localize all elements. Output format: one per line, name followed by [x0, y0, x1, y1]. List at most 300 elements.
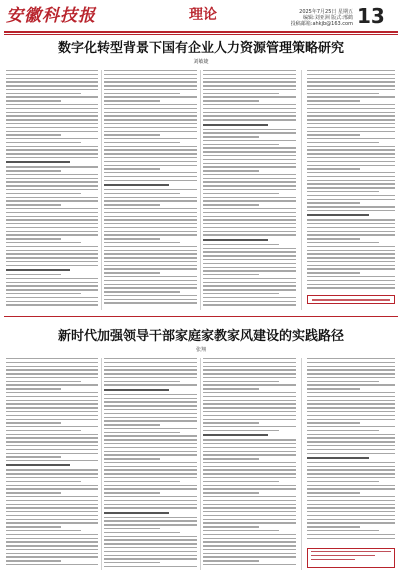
text-line — [6, 507, 98, 508]
text-line — [203, 507, 296, 508]
text-line — [203, 100, 259, 101]
text-line — [307, 411, 395, 412]
text-line — [307, 242, 379, 243]
text-line — [307, 280, 395, 281]
text-line — [307, 168, 360, 169]
column-divider — [200, 358, 201, 570]
article-2-column-4 — [307, 358, 395, 541]
text-line — [307, 488, 395, 489]
text-line — [104, 70, 197, 71]
column-divider — [200, 70, 201, 310]
text-line — [104, 115, 197, 116]
text-line — [6, 492, 61, 493]
text-line — [6, 138, 98, 139]
text-line — [203, 78, 296, 79]
text-line — [307, 127, 395, 128]
text-line — [6, 369, 98, 370]
text-line — [307, 522, 395, 523]
text-line — [104, 280, 197, 281]
text-line — [203, 492, 259, 493]
text-line — [203, 85, 296, 86]
text-line — [203, 560, 259, 561]
text-line — [6, 197, 98, 198]
text-line — [307, 362, 395, 363]
text-line — [6, 437, 98, 438]
text-line — [307, 449, 395, 450]
text-line — [6, 89, 98, 90]
text-line — [104, 284, 197, 285]
text-line — [203, 415, 296, 416]
text-line — [104, 219, 197, 220]
text-line — [104, 477, 197, 478]
text-line — [307, 202, 360, 203]
column-divider — [301, 70, 302, 310]
text-line — [104, 238, 160, 239]
text-line — [104, 265, 197, 266]
text-line — [203, 223, 296, 224]
text-line — [307, 265, 395, 266]
text-line — [6, 530, 81, 531]
text-line — [104, 409, 197, 410]
text-line — [104, 547, 197, 548]
text-line — [6, 304, 98, 305]
article-2-column-1 — [6, 358, 98, 568]
text-line — [203, 267, 296, 268]
text-line — [307, 187, 395, 188]
text-line — [203, 422, 259, 423]
text-line — [203, 185, 296, 186]
text-line — [6, 400, 98, 401]
text-line — [6, 261, 98, 262]
text-line — [6, 545, 98, 546]
text-line — [104, 104, 197, 105]
text-line — [307, 246, 395, 247]
text-line — [104, 504, 197, 505]
text-line — [203, 496, 296, 497]
text-line — [307, 426, 395, 427]
text-line — [6, 93, 81, 94]
text-line — [307, 392, 395, 393]
text-line — [6, 396, 98, 397]
text-line — [104, 81, 197, 82]
section-subheading — [203, 434, 268, 436]
text-line — [203, 285, 296, 286]
text-line — [6, 430, 81, 431]
text-line — [104, 138, 197, 139]
text-line — [104, 394, 197, 395]
text-line — [104, 381, 180, 382]
text-line — [203, 381, 279, 382]
text-line — [203, 274, 259, 275]
text-line — [6, 460, 98, 461]
text-line — [203, 129, 296, 130]
text-line — [104, 413, 197, 414]
text-line — [203, 564, 296, 565]
text-line — [307, 453, 395, 454]
text-line — [203, 388, 259, 389]
text-line — [203, 227, 296, 228]
text-line — [307, 519, 395, 520]
text-line — [104, 89, 197, 90]
text-line — [6, 422, 61, 423]
text-line — [104, 469, 197, 470]
text-line — [307, 477, 395, 478]
text-line — [104, 100, 160, 101]
text-line — [307, 500, 395, 501]
text-line — [203, 304, 296, 305]
text-line — [203, 74, 296, 75]
text-line — [6, 134, 61, 135]
text-line — [203, 297, 296, 298]
text-line — [104, 272, 160, 273]
text-line — [104, 566, 197, 567]
newspaper-logo: 安徽科技报 — [6, 6, 96, 26]
text-line — [104, 112, 197, 113]
text-line — [104, 562, 160, 563]
text-line — [203, 212, 296, 213]
text-line — [307, 131, 395, 132]
text-line — [307, 492, 360, 493]
text-line — [203, 147, 296, 148]
text-line — [307, 153, 395, 154]
text-line — [104, 417, 197, 418]
text-line — [6, 285, 98, 286]
text-line — [203, 174, 296, 175]
text-line — [104, 85, 197, 86]
text-line — [6, 411, 98, 412]
text-line — [203, 485, 296, 486]
article-2-column-3 — [203, 358, 296, 568]
text-line — [307, 437, 395, 438]
text-line — [307, 287, 395, 288]
text-line — [203, 301, 296, 302]
text-line — [6, 469, 98, 470]
article-1-headline: 数字化转型背景下国有企业人力资源管理策略研究 — [57, 41, 344, 56]
text-line — [203, 270, 296, 271]
text-line — [104, 131, 197, 132]
article-2-headline: 新时代加强领导干部家庭家教家风建设的实践路径 — [57, 329, 344, 344]
text-line — [104, 189, 197, 190]
text-line — [6, 193, 81, 194]
text-line — [104, 78, 197, 79]
text-line — [203, 144, 279, 145]
text-line — [104, 204, 160, 205]
text-line — [203, 216, 296, 217]
text-line — [307, 253, 395, 254]
text-line — [203, 392, 296, 393]
text-line — [6, 112, 98, 113]
text-line — [203, 263, 296, 264]
text-line — [203, 366, 296, 367]
text-line — [104, 242, 180, 243]
text-line — [307, 504, 395, 505]
text-line — [307, 369, 395, 370]
masthead — [0, 0, 402, 34]
text-line — [104, 539, 197, 540]
text-line — [104, 161, 197, 162]
text-line — [307, 104, 395, 105]
text-line — [203, 244, 279, 245]
text-line — [6, 473, 98, 474]
text-line — [203, 541, 296, 542]
text-line — [104, 157, 197, 158]
text-line — [104, 555, 197, 556]
text-line — [203, 443, 296, 444]
text-line — [6, 366, 98, 367]
text-line — [203, 132, 296, 133]
text-line — [6, 500, 98, 501]
text-line — [307, 81, 395, 82]
text-line — [203, 458, 259, 459]
column-divider — [301, 358, 302, 570]
text-line — [307, 384, 395, 385]
text-line — [203, 189, 296, 190]
text-line — [203, 556, 296, 557]
text-line — [6, 453, 98, 454]
article-1-column-3 — [203, 70, 296, 308]
text-line — [104, 481, 180, 482]
text-line — [6, 549, 98, 550]
issue-date: 2025年7月25日 星期五 — [299, 9, 353, 15]
text-line — [104, 172, 197, 173]
text-line — [6, 449, 98, 450]
text-line — [307, 142, 379, 143]
text-line — [104, 193, 180, 194]
page-number: 13 — [357, 4, 385, 28]
text-line — [104, 231, 197, 232]
text-line — [6, 253, 98, 254]
text-line — [203, 193, 279, 194]
text-line — [307, 534, 395, 535]
text-line — [307, 373, 395, 374]
text-line — [307, 119, 395, 120]
text-line — [307, 268, 395, 269]
text-line — [6, 246, 98, 247]
article-1-column-1 — [6, 70, 98, 308]
column-divider — [101, 70, 102, 310]
text-line — [307, 149, 395, 150]
text-line — [104, 520, 197, 521]
text-line — [307, 507, 395, 508]
text-line — [104, 439, 197, 440]
text-line — [6, 204, 61, 205]
text-line — [6, 362, 98, 363]
text-line — [6, 274, 61, 275]
section-subheading — [307, 214, 369, 216]
text-line — [6, 127, 98, 128]
text-line — [307, 381, 379, 382]
text-line — [6, 212, 98, 213]
text-line — [203, 96, 296, 97]
text-line — [307, 183, 395, 184]
text-line — [104, 488, 197, 489]
text-line — [104, 507, 197, 508]
text-line — [203, 430, 279, 431]
text-line — [6, 242, 81, 243]
text-line — [307, 250, 395, 251]
text-line — [6, 560, 61, 561]
text-line — [203, 251, 296, 252]
text-line — [104, 424, 160, 425]
text-line — [203, 231, 296, 232]
text-line — [307, 74, 395, 75]
text-line — [6, 293, 81, 294]
text-line — [307, 172, 395, 173]
text-line — [203, 166, 296, 167]
text-line — [6, 534, 98, 535]
column-divider — [101, 358, 102, 570]
text-line — [104, 250, 197, 251]
section-subheading — [104, 184, 169, 186]
text-line — [6, 373, 98, 374]
text-line — [203, 219, 296, 220]
text-line — [203, 248, 296, 249]
text-line — [104, 287, 197, 288]
text-line — [104, 149, 197, 150]
text-line — [6, 556, 98, 557]
article-2-byline: 张翔 — [195, 347, 206, 353]
text-line — [203, 500, 296, 501]
text-line — [104, 543, 197, 544]
text-line — [6, 388, 61, 389]
text-line — [203, 469, 296, 470]
text-line — [6, 541, 98, 542]
text-line — [6, 477, 98, 478]
text-line — [6, 381, 81, 382]
text-line — [104, 401, 197, 402]
text-line — [203, 439, 296, 440]
text-line — [203, 454, 296, 455]
text-line — [307, 195, 395, 196]
masthead-rule — [4, 31, 398, 33]
text-line — [104, 524, 197, 525]
text-line — [203, 151, 296, 152]
text-line — [203, 504, 296, 505]
text-line — [6, 96, 98, 97]
text-line — [104, 536, 197, 537]
editor-credit: 编辑:刘亚洲 版式:邢鹤 — [303, 15, 353, 21]
text-line — [307, 469, 395, 470]
text-line — [6, 157, 98, 158]
text-line — [104, 428, 197, 429]
text-line — [104, 142, 180, 143]
text-line — [203, 473, 296, 474]
text-line — [307, 445, 395, 446]
text-line — [104, 127, 197, 128]
text-line — [6, 153, 98, 154]
section-subheading — [203, 124, 268, 126]
text-line — [307, 146, 395, 147]
text-line — [104, 227, 197, 228]
text-line — [307, 238, 360, 239]
text-line — [104, 377, 197, 378]
text-line — [307, 161, 395, 162]
text-line — [203, 255, 296, 256]
text-line — [307, 419, 395, 420]
text-line — [203, 170, 259, 171]
text-line — [203, 466, 296, 467]
text-line — [307, 115, 395, 116]
text-line — [307, 473, 395, 474]
text-line — [307, 85, 395, 86]
text-line — [104, 435, 197, 436]
text-line — [203, 178, 296, 179]
text-line — [203, 396, 296, 397]
text-line — [6, 223, 98, 224]
text-line — [6, 538, 98, 539]
text-line — [104, 398, 197, 399]
text-line — [104, 146, 197, 147]
text-line — [203, 293, 279, 294]
text-line — [6, 392, 98, 393]
text-line — [104, 153, 197, 154]
text-line — [203, 369, 296, 370]
text-line — [6, 434, 98, 435]
text-line — [203, 419, 296, 420]
text-line — [203, 119, 296, 120]
text-line — [307, 138, 395, 139]
text-line — [203, 259, 296, 260]
text-line — [104, 485, 197, 486]
text-line — [6, 441, 98, 442]
text-line — [203, 278, 296, 279]
text-line — [307, 176, 395, 177]
text-line — [307, 93, 379, 94]
text-line — [307, 134, 360, 135]
text-line — [6, 496, 98, 497]
text-line — [307, 284, 395, 285]
text-line — [307, 191, 379, 192]
text-line — [104, 268, 197, 269]
text-line — [307, 219, 395, 220]
text-line — [307, 396, 395, 397]
text-line — [203, 234, 296, 235]
text-line — [203, 549, 296, 550]
text-line — [6, 250, 98, 251]
text-line — [203, 519, 296, 520]
text-line — [203, 81, 296, 82]
text-line — [6, 100, 61, 101]
text-line — [307, 422, 360, 423]
text-line — [203, 159, 296, 160]
text-line — [203, 200, 296, 201]
text-line — [104, 528, 160, 529]
text-line — [6, 166, 98, 167]
text-line — [203, 93, 279, 94]
text-line — [6, 522, 98, 523]
text-line — [203, 204, 259, 205]
text-line — [6, 301, 98, 302]
text-line — [104, 500, 197, 501]
text-line — [104, 74, 197, 75]
text-line — [203, 155, 296, 156]
text-line — [104, 253, 197, 254]
text-line — [104, 223, 197, 224]
text-line — [6, 131, 98, 132]
text-line — [104, 299, 197, 300]
text-line — [104, 176, 197, 177]
text-line — [6, 234, 98, 235]
text-line — [6, 170, 61, 171]
text-line — [203, 526, 259, 527]
text-line — [203, 462, 296, 463]
text-line — [6, 85, 98, 86]
text-line — [307, 112, 395, 113]
text-line — [104, 384, 197, 385]
text-line — [307, 403, 395, 404]
text-line — [307, 466, 395, 467]
text-line — [6, 227, 98, 228]
